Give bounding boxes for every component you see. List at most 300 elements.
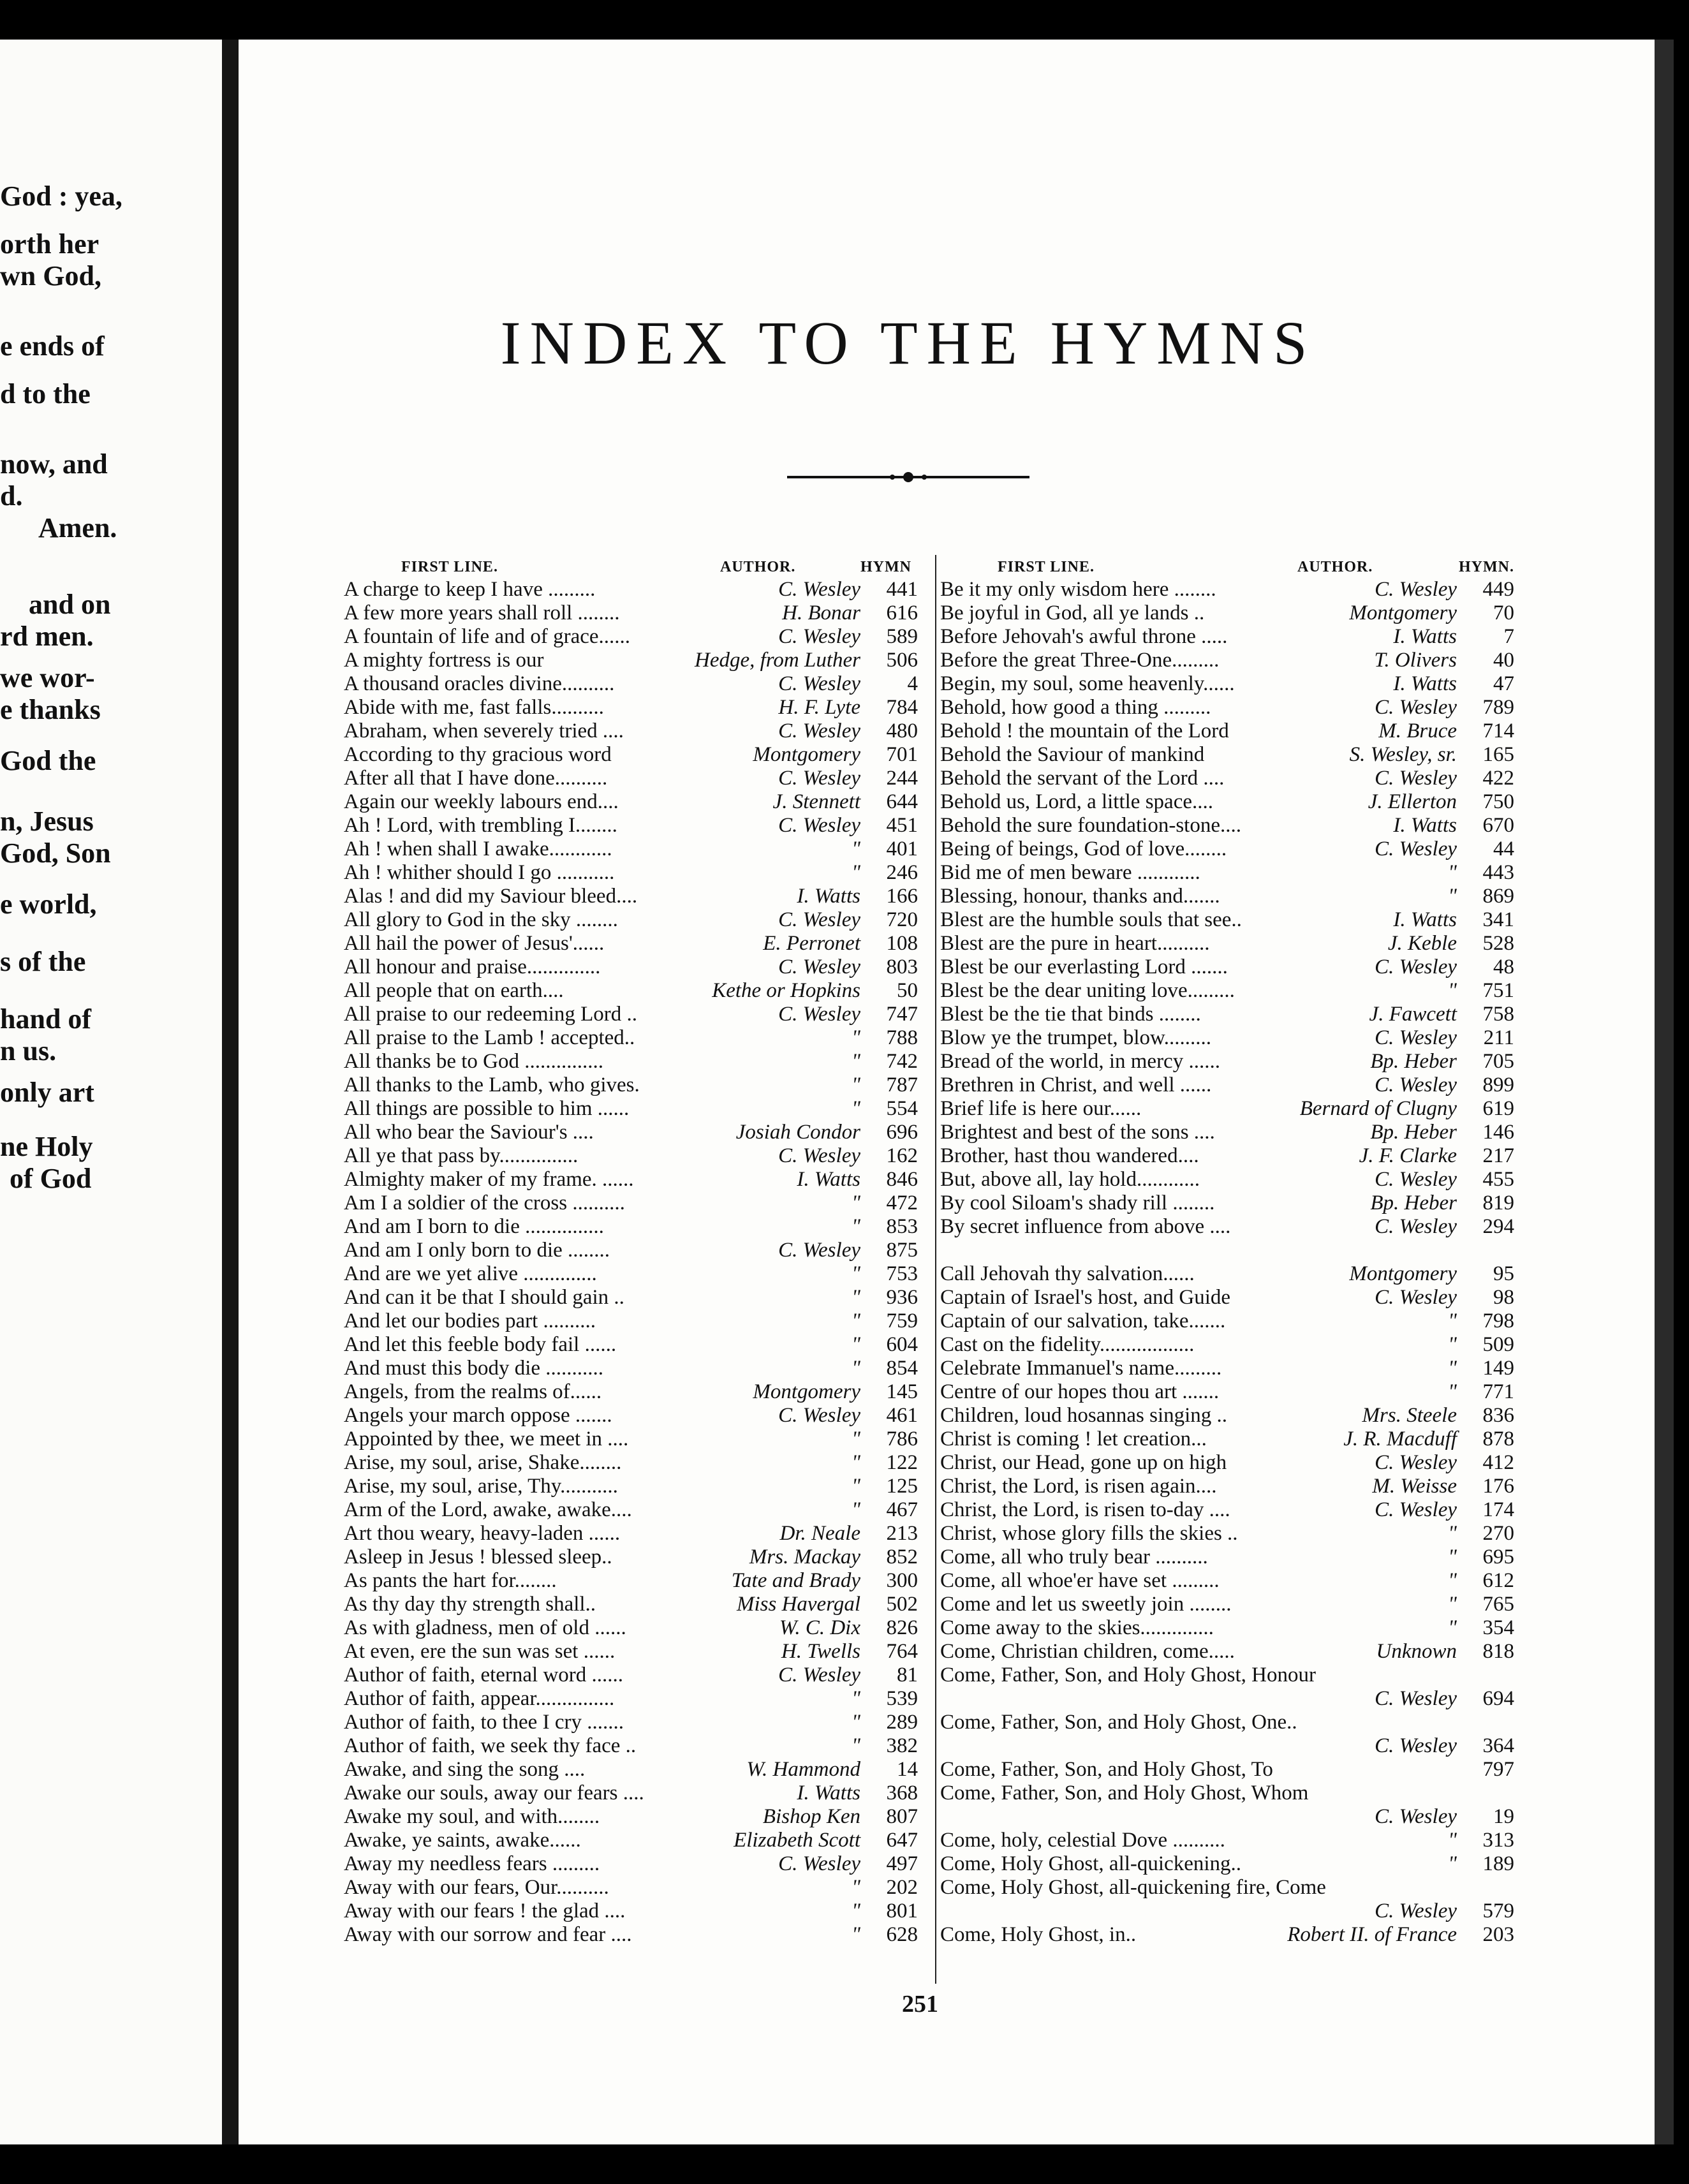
entry-author: " [1448,1522,1457,1545]
index-entry [344,1593,918,1616]
index-entry [940,1380,1514,1404]
index-entry [344,1782,918,1805]
entry-first-line: Be joyful in God, all ye lands .. [940,601,1205,624]
facing-page-text: n, Jesus [0,806,94,837]
index-entry [940,1876,1514,1900]
entry-author: J. Fawcett [1369,1003,1457,1026]
entry-author: Montgomery [753,1380,860,1403]
index-entry [344,1404,918,1428]
entry-author: " [852,861,860,884]
facing-page-text: d. [0,480,23,512]
index-entry [344,1168,918,1192]
entry-hymn-number: 705 [1482,1050,1514,1073]
facing-page-text: s of the [0,946,86,977]
entry-hymn-number: 213 [886,1522,918,1545]
entry-first-line: Christ, the Lord, is risen to-day .... [940,1498,1230,1521]
entry-hymn-number: 747 [886,1003,918,1026]
index-entry [940,1711,1514,1734]
entry-hymn-number: 539 [886,1687,918,1710]
entry-first-line: Arise, my soul, arise, Shake........ [344,1451,622,1474]
entry-hymn-number: 176 [1482,1475,1514,1498]
entry-hymn-number: 313 [1482,1829,1514,1852]
index-entry [344,1239,918,1262]
entry-first-line: Come and let us sweetly join ........ [940,1593,1232,1616]
entry-hymn-number: 528 [1482,932,1514,955]
entry-author: " [852,1262,860,1285]
entry-first-line: Brief life is here our...... [940,1097,1142,1120]
index-entry [344,908,918,932]
entry-hymn-number: 826 [886,1616,918,1639]
entry-first-line: Abide with me, fast falls.......... [344,696,604,719]
entry-author: C. Wesley [778,672,860,695]
entry-first-line: Christ, whose glory fills the skies .. [940,1522,1238,1545]
entry-author: " [852,1734,860,1757]
index-column-left [344,555,918,1947]
entry-author: C. Wesley [778,1664,860,1686]
facing-page-text: now, and [0,448,108,480]
entry-first-line: Behold, how good a thing ......... [940,696,1211,719]
entry-hymn-number: 451 [886,814,918,837]
entry-first-line: Come, all whoe'er have set ......... [940,1569,1220,1592]
entry-hymn-number: 695 [1482,1546,1514,1568]
index-entry [940,1428,1514,1451]
entry-author: " [1448,1357,1457,1380]
page-title: INDEX TO THE HYMNS [500,309,1317,377]
entry-first-line: Ah ! whither should I go ........... [344,861,615,884]
entry-first-line: Appointed by thee, we meet in .... [344,1428,629,1450]
entry-author: C. Wesley [1375,767,1457,790]
entry-hymn-number: 480 [886,719,918,742]
entry-author: W. C. Dix [779,1616,860,1639]
entry-first-line: Art thou weary, heavy-laden ...... [344,1522,621,1545]
entry-first-line: Author of faith, to thee I cry ....... [344,1711,624,1734]
index-entry [940,578,1514,601]
entry-first-line: Behold the Saviour of mankind [940,743,1205,766]
entry-author: " [852,1687,860,1710]
index-entry [344,1475,918,1498]
entry-author: Bernard of Clugny [1299,1097,1457,1120]
entry-hymn-number: 612 [1482,1569,1514,1592]
index-entry [940,1900,1514,1923]
entry-hymn-number: 203 [1482,1923,1514,1946]
entry-author: Kethe or Hopkins [712,979,860,1002]
book-gutter [222,40,239,2144]
entry-hymn-number: 70 [1493,601,1514,624]
index-entry [344,1026,918,1050]
index-entry [940,1003,1514,1026]
entry-hymn-number: 758 [1482,1003,1514,1026]
entry-hymn-number: 44 [1493,837,1514,860]
facing-page-text: ne Holy [0,1131,93,1162]
entry-first-line: Christ, our Head, gone up on high [940,1451,1227,1474]
index-entry [940,1734,1514,1758]
index-entry [940,1333,1514,1357]
entry-author: C. Wesley [1375,1900,1457,1922]
index-entry [344,1498,918,1522]
entry-author: Hedge, from Luther [694,649,860,672]
entry-author: " [852,1074,860,1096]
index-entry [940,1546,1514,1569]
entry-first-line: Come, Father, Son, and Holy Ghost, To [940,1758,1273,1781]
entry-first-line: Come, Christian children, come..... [940,1640,1235,1663]
hymn-header: HYMN. [1459,559,1514,575]
entry-author: " [852,1923,860,1946]
entry-author: Bp. Heber [1370,1192,1457,1214]
entry-first-line: And can it be that I should gain .. [344,1286,624,1309]
index-entry [344,1310,918,1333]
entry-first-line: All ye that pass by............... [344,1144,579,1167]
entry-hymn-number: 294 [1482,1215,1514,1238]
index-entry [940,1569,1514,1593]
entry-author: Montgomery [753,743,860,766]
entry-hymn-number: 81 [897,1664,918,1686]
index-entry [940,1026,1514,1050]
entry-hymn-number: 720 [886,908,918,931]
entry-hymn-number: 244 [886,767,918,790]
entry-hymn-number: 878 [1482,1428,1514,1450]
page-edge [1655,40,1674,2144]
entry-first-line: Blest be the tie that binds ........ [940,1003,1201,1026]
entry-author: " [1448,1333,1457,1356]
index-entry [344,1215,918,1239]
entry-first-line: A few more years shall roll ........ [344,601,620,624]
entry-author: Miss Havergal [736,1593,860,1616]
entry-first-line: Christ, the Lord, is risen again.... [940,1475,1217,1498]
entry-author: C. Wesley [1375,1498,1457,1521]
entry-first-line: At even, ere the sun was set ...... [344,1640,616,1663]
entry-hymn-number: 852 [886,1546,918,1568]
entry-author: C. Wesley [1375,578,1457,601]
entry-hymn-number: 341 [1482,908,1514,931]
index-entry [940,1357,1514,1380]
entry-hymn-number: 4 [907,672,918,695]
entry-first-line: Blest are the pure in heart.......... [940,932,1210,955]
entry-author: C. Wesley [1375,1451,1457,1474]
entry-first-line: Begin, my soul, some heavenly...... [940,672,1235,695]
entry-first-line: Arise, my soul, arise, Thy........... [344,1475,618,1498]
entry-first-line: Blest be our everlasting Lord ....... [940,956,1228,978]
entry-first-line: All people that on earth.... [344,979,564,1002]
entry-hymn-number: 644 [886,790,918,813]
entry-first-line: Behold the sure foundation-stone.... [940,814,1241,837]
entry-hymn-number: 122 [886,1451,918,1474]
entry-author: Elizabeth Scott [734,1829,860,1852]
index-entry [344,837,918,861]
index-entry [940,1475,1514,1498]
entry-author: " [852,1900,860,1922]
entry-author: J. Keble [1387,932,1457,955]
entry-first-line: Christ is coming ! let creation... [940,1428,1207,1450]
index-entry [940,814,1514,837]
entry-author: Bishop Ken [762,1805,860,1828]
entry-author: J. F. Clarke [1359,1144,1457,1167]
entry-author: C. Wesley [1375,696,1457,719]
entry-first-line: And let this feeble body fail ...... [344,1333,617,1356]
entry-author: I. Watts [1393,625,1457,648]
entry-author: C. Wesley [1375,1687,1457,1710]
entry-hymn-number: 246 [886,861,918,884]
entry-author: C. Wesley [778,767,860,790]
entry-author: Mrs. Mackay [749,1546,860,1568]
entry-hymn-number: 270 [1482,1522,1514,1545]
entry-author: Dr. Neale [779,1522,860,1545]
entry-first-line: Come, Father, Son, and Holy Ghost, One.. [940,1711,1297,1734]
entry-first-line: Ah ! Lord, with trembling I........ [344,814,617,837]
index-entry [344,1074,918,1097]
entry-first-line: Awake, ye saints, awake...... [344,1829,581,1852]
entry-first-line: Blow ye the trumpet, blow......... [940,1026,1211,1049]
entry-author: S. Wesley, sr. [1349,743,1457,766]
column-divider [935,555,936,1984]
entry-first-line: Children, loud hosannas singing .. [940,1404,1228,1427]
entry-hymn-number: 714 [1482,719,1514,742]
author-header: AUTHOR. [720,559,796,575]
entry-hymn-number: 616 [886,601,918,624]
entry-hymn-number: 818 [1482,1640,1514,1663]
entry-hymn-number: 875 [886,1239,918,1262]
entry-first-line: Blest are the humble souls that see.. [940,908,1242,931]
index-entry [344,932,918,956]
entry-hymn-number: 819 [1482,1192,1514,1214]
index-entry [940,649,1514,672]
entry-author: C. Wesley [778,1239,860,1262]
facing-page-text: wn God, [0,260,101,291]
entry-hymn-number: 784 [886,696,918,719]
entry-author: " [852,1050,860,1073]
entry-author: " [852,1026,860,1049]
facing-page-text: and on [29,589,111,620]
index-entry [344,1144,918,1168]
entry-hymn-number: 467 [886,1498,918,1521]
entry-author: I. Watts [1393,814,1457,837]
entry-hymn-number: 289 [886,1711,918,1734]
entry-first-line: Come, Holy Ghost, in.. [940,1923,1137,1946]
index-entry [344,719,918,743]
index-entry [344,1522,918,1546]
facing-page [0,40,222,2144]
index-entry [940,1286,1514,1310]
facing-page-text: God the [0,745,96,776]
entry-first-line: Centre of our hopes thou art ....... [940,1380,1220,1403]
index-entry [940,1805,1514,1829]
index-entry [940,908,1514,932]
entry-first-line: Blessing, honour, thanks and....... [940,885,1220,908]
entry-author: " [1448,1852,1457,1875]
entry-hymn-number: 146 [1482,1121,1514,1144]
entry-hymn-number: 764 [886,1640,918,1663]
index-entry [344,1640,918,1664]
entry-first-line: All things are possible to him ...... [344,1097,630,1120]
entry-first-line: Am I a soldier of the cross .......... [344,1192,625,1214]
entry-hymn-number: 125 [886,1475,918,1498]
index-entry [344,696,918,719]
entry-author: " [1448,1380,1457,1403]
index-entry [344,1923,918,1947]
entry-author: I. Watts [797,1782,860,1804]
entry-first-line: And let our bodies part .......... [344,1310,596,1332]
entry-author: I. Watts [797,1168,860,1191]
entry-hymn-number: 789 [1482,696,1514,719]
entry-hymn-number: 422 [1482,767,1514,790]
index-entry [940,625,1514,649]
entry-first-line: All thanks be to God ............... [344,1050,603,1073]
facing-page-text: hand of [0,1003,92,1035]
index-entry [344,1097,918,1121]
entry-hymn-number: 696 [886,1121,918,1144]
index-entry [344,1664,918,1687]
index-entry [344,1286,918,1310]
index-entry [940,885,1514,908]
index-entry [344,1852,918,1876]
facing-page-text: d to the [0,378,91,410]
facing-page-text: God : yea, [0,181,122,212]
index-entry [344,743,918,767]
entry-author: C. Wesley [1375,1286,1457,1309]
entry-author: C. Wesley [778,1852,860,1875]
index-entry [940,1522,1514,1546]
entry-first-line: Before the great Three-One......... [940,649,1220,672]
index-entry [940,1310,1514,1333]
index-entry [940,601,1514,625]
entry-hymn-number: 48 [1493,956,1514,978]
facing-page-text: only art [0,1077,94,1108]
index-entry [940,790,1514,814]
entry-author: " [1448,861,1457,884]
entry-hymn-number: 589 [886,625,918,648]
entry-first-line: Alas ! and did my Saviour bleed.... [344,885,638,908]
entry-author: " [852,1286,860,1309]
entry-first-line: All who bear the Saviour's .... [344,1121,594,1144]
entry-hymn-number: 368 [886,1782,918,1804]
entry-hymn-number: 509 [1482,1333,1514,1356]
first-line-header: FIRST LINE. [401,559,498,575]
entry-first-line: By secret influence from above .... [940,1215,1231,1238]
entry-first-line: Away with our sorrow and fear .... [344,1923,632,1946]
entry-author: " [852,1215,860,1238]
entry-author: J. Ellerton [1368,790,1457,813]
entry-hymn-number: 771 [1482,1380,1514,1403]
facing-page-text: e world, [0,889,97,920]
entry-first-line: Away with our fears ! the glad .... [344,1900,626,1922]
entry-author: E. Perronet [763,932,860,955]
index-entry [344,601,918,625]
column-header [940,555,1514,578]
entry-hymn-number: 98 [1493,1286,1514,1309]
index-entry [940,1074,1514,1097]
entry-hymn-number: 497 [886,1852,918,1875]
entry-hymn-number: 846 [886,1168,918,1191]
entry-hymn-number: 412 [1482,1451,1514,1474]
entry-author: C. Wesley [778,908,860,931]
entry-hymn-number: 628 [886,1923,918,1946]
entry-first-line: Behold ! the mountain of the Lord [940,719,1229,742]
entry-first-line: Be it my only wisdom here ........ [940,578,1216,601]
entry-hymn-number: 47 [1493,672,1514,695]
section-gap [940,1239,1514,1262]
entry-author: " [1448,979,1457,1002]
index-page [239,40,1655,2144]
entry-hymn-number: 787 [886,1074,918,1096]
entry-author: " [852,1451,860,1474]
entry-author: C. Wesley [1375,1734,1457,1757]
entry-author: Unknown [1376,1640,1457,1663]
facing-page-text: God, Son [0,837,111,869]
entry-author: " [852,1498,860,1521]
index-entry [940,861,1514,885]
entry-hymn-number: 217 [1482,1144,1514,1167]
entry-hymn-number: 807 [886,1805,918,1828]
entry-hymn-number: 166 [886,885,918,908]
index-entry [344,1900,918,1923]
index-entry [940,1923,1514,1947]
entry-author: J. Stennett [772,790,860,813]
entry-first-line: A fountain of life and of grace...... [344,625,631,648]
index-entry [344,1003,918,1026]
entry-first-line: Celebrate Immanuel's name......... [940,1357,1222,1380]
entry-author: C. Wesley [1375,956,1457,978]
entry-hymn-number: 788 [886,1026,918,1049]
first-line-header: FIRST LINE. [998,559,1095,575]
index-entry [940,1262,1514,1286]
facing-page-text: e thanks [0,694,101,725]
entry-author: M. Weisse [1372,1475,1457,1498]
entry-author: H. Bonar [782,601,860,624]
entry-hymn-number: 786 [886,1428,918,1450]
entry-first-line: Author of faith, eternal word ...... [344,1664,624,1686]
entry-first-line: Arm of the Lord, awake, awake.... [344,1498,632,1521]
entry-first-line: And am I born to die ............... [344,1215,604,1238]
entry-hymn-number: 211 [1483,1026,1514,1049]
entry-hymn-number: 579 [1482,1900,1514,1922]
entry-author: Bp. Heber [1370,1050,1457,1073]
entry-hymn-number: 461 [886,1404,918,1427]
index-entry [344,1380,918,1404]
entry-author: C. Wesley [778,1404,860,1427]
entry-first-line: Awake our souls, away our fears .... [344,1782,644,1804]
entry-author: I. Watts [1393,908,1457,931]
hymn-header: HYMN [860,559,911,575]
index-entry [940,1829,1514,1852]
entry-author: " [1448,1569,1457,1592]
index-entry [344,861,918,885]
index-entry [940,1640,1514,1664]
entry-author: " [852,1876,860,1899]
entry-first-line: Bid me of men beware ............ [940,861,1200,884]
index-entry [344,1876,918,1900]
index-entry [940,1758,1514,1782]
index-entry [344,1569,918,1593]
facing-page-text: orth her [0,228,100,260]
entry-hymn-number: 162 [886,1144,918,1167]
entry-author: C. Wesley [778,814,860,837]
entry-first-line: All hail the power of Jesus'...... [344,932,605,955]
entry-first-line: And am I only born to die ........ [344,1239,610,1262]
index-entry [940,1593,1514,1616]
index-entry [344,1428,918,1451]
entry-hymn-number: 751 [1482,979,1514,1002]
page-number: 251 [902,1991,938,2018]
entry-author: Tate and Brady [731,1569,860,1592]
entry-hymn-number: 506 [886,649,918,672]
index-entry [940,1498,1514,1522]
entry-first-line: A charge to keep I have ......... [344,578,596,601]
entry-first-line: All glory to God in the sky ........ [344,908,618,931]
entry-first-line: Before Jehovah's awful throne ..... [940,625,1228,648]
entry-author: " [852,1357,860,1380]
entry-hymn-number: 149 [1482,1357,1514,1380]
entry-hymn-number: 95 [1493,1262,1514,1285]
entry-hymn-number: 174 [1482,1498,1514,1521]
